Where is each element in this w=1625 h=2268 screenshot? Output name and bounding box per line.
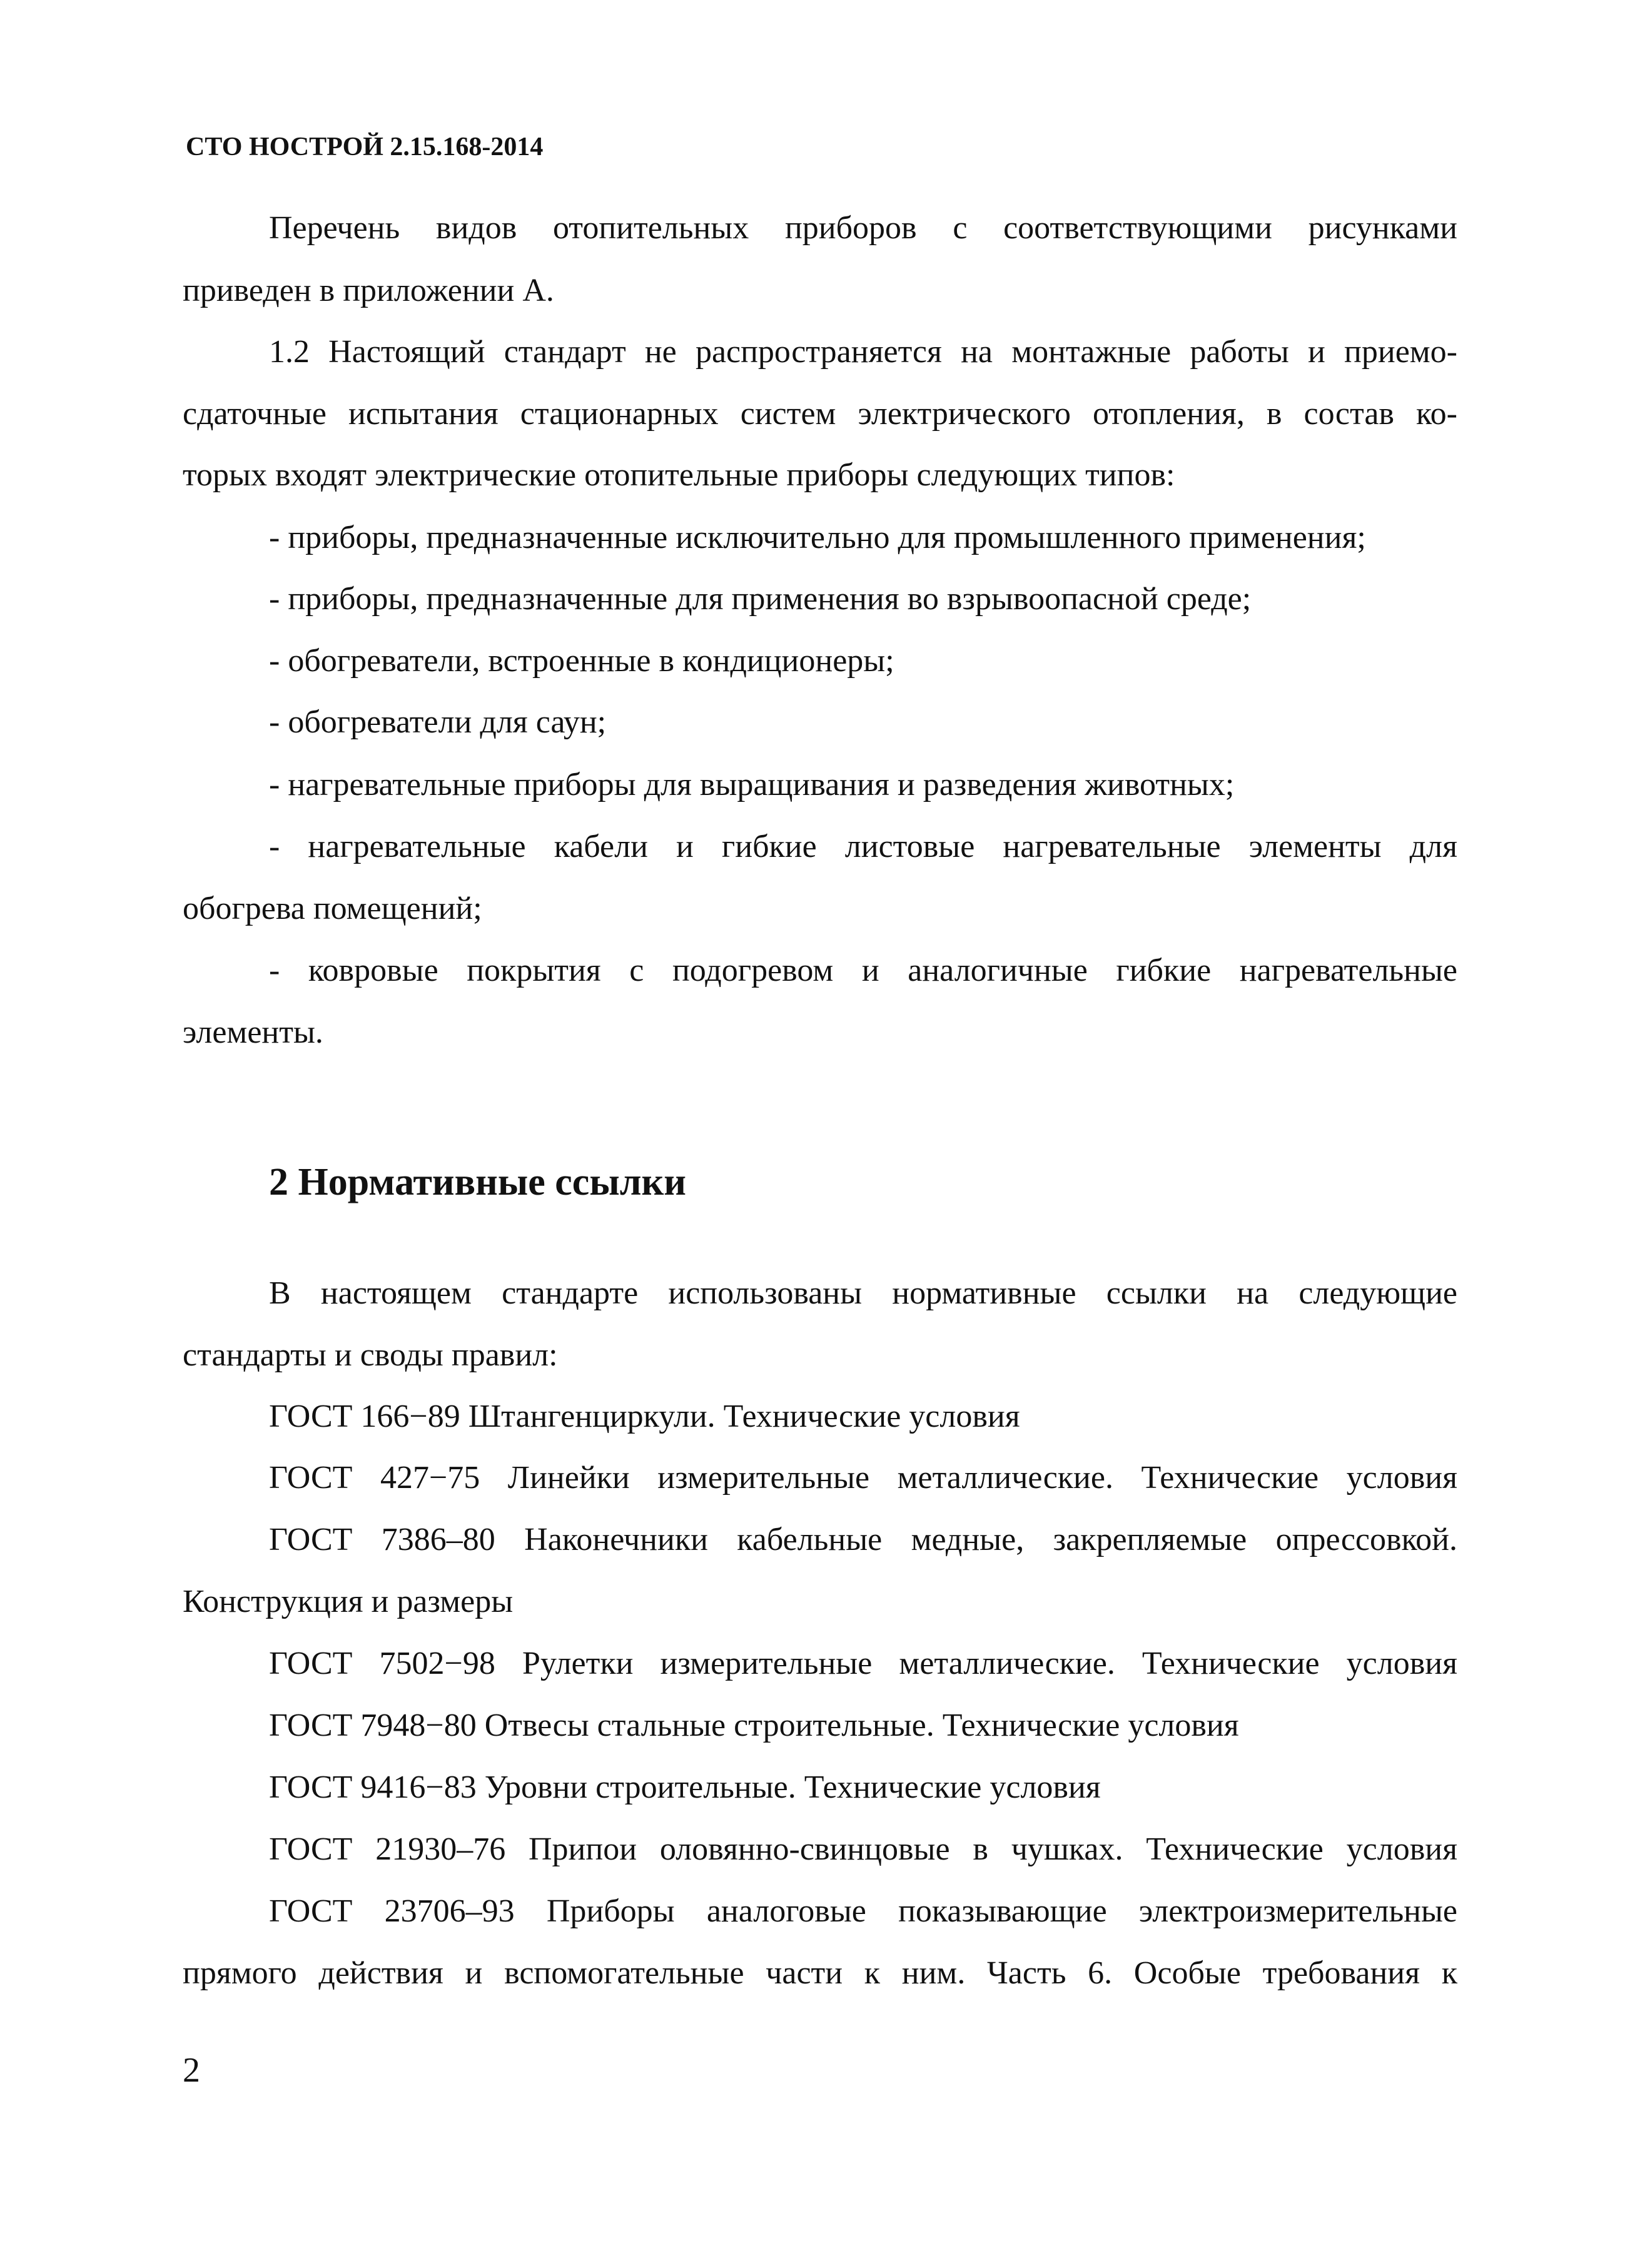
reference-item: ГОСТ 7386–80 Наконечники кабельные медные, закрепляемые опрессовкой.	[269, 1522, 1457, 1557]
reference-item: ГОСТ 7948−80 Отвесы стальные строительные. Технические условия	[269, 1708, 1239, 1743]
text-line: обогрева помещений;	[183, 891, 482, 926]
reference-item: ГОСТ 21930–76 Припои оловянно-свинцовые в чушках. Технические условия	[269, 1831, 1457, 1867]
text-line: приведен в приложении А.	[183, 273, 554, 308]
reference-item: ГОСТ 9416−83 Уровни строительные. Технические условия	[269, 1769, 1101, 1805]
list-item: - нагревательные приборы для выращивания и разведения животных;	[269, 767, 1235, 802]
document-header: СТО НОСТРОЙ 2.15.168-2014	[186, 133, 544, 161]
text-line: торых входят электрические отопительные приборы следующих типов:	[183, 457, 1175, 493]
list-item: - обогреватели для саун;	[269, 704, 607, 740]
text-line: стандарты и своды правил:	[183, 1337, 558, 1373]
reference-item: ГОСТ 427−75 Линейки измерительные металлические. Технические условия	[269, 1460, 1457, 1496]
text-line: сдаточные испытания стационарных систем электрического отопления, в состав ко-	[183, 396, 1457, 432]
list-item: - приборы, предназначенные исключительно для промышленного применения;	[269, 520, 1366, 555]
text-line: 1.2 Настоящий стандарт не распространяется на монтажные работы и приемо-	[269, 334, 1457, 370]
text-line: Конструкция и размеры	[183, 1584, 514, 1619]
reference-item: ГОСТ 23706–93 Приборы аналоговые показывающие электроизмерительные	[269, 1893, 1457, 1929]
reference-item: ГОСТ 7502−98 Рулетки измерительные металлические. Технические условия	[269, 1646, 1457, 1681]
list-item: - ковровые покрытия с подогревом и аналогичные гибкие нагревательные	[269, 953, 1457, 988]
list-item: - обогреватели, встроенные в кондиционеры;	[269, 643, 894, 679]
text-line: Перечень видов отопительных приборов с соответствующими рисунками	[269, 210, 1457, 246]
text-line: элементы.	[183, 1015, 323, 1050]
list-item: - приборы, предназначенные для применения во взрывоопасной среде;	[269, 581, 1252, 617]
reference-item: ГОСТ 166−89 Штангенциркули. Технические условия	[269, 1399, 1020, 1434]
text-line: В настоящем стандарте использованы нормативные ссылки на следующие	[269, 1275, 1457, 1311]
text-line: прямого действия и вспомогательные части к ним. Часть 6. Особые требования к	[183, 1955, 1457, 1991]
list-item: - нагревательные кабели и гибкие листовые нагревательные элементы для	[269, 829, 1457, 864]
section-title: 2 Нормативные ссылки	[269, 1161, 686, 1203]
page-number: 2	[183, 2051, 200, 2090]
